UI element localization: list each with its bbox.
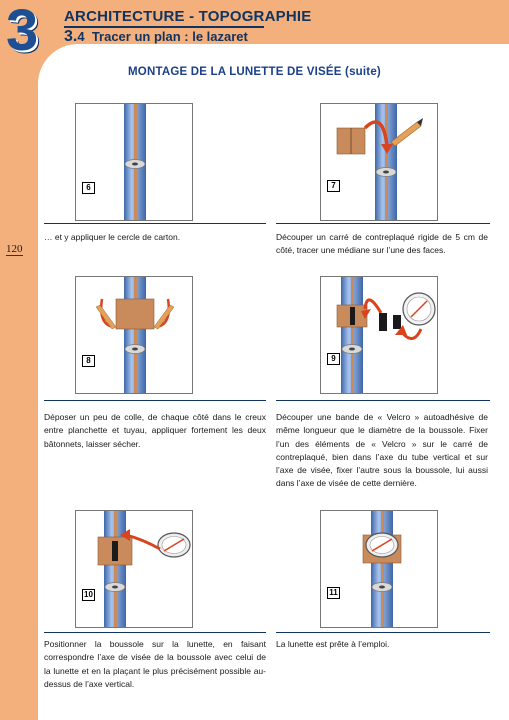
finished-sighting-telescope-illustration: [321, 511, 438, 628]
gluing-sticks-illustration: [76, 277, 193, 394]
figure-10: [75, 510, 193, 628]
caption-rule: [276, 223, 490, 224]
step-number: 8: [82, 355, 95, 367]
figure-8: [75, 276, 193, 394]
caption-rule: [44, 223, 266, 224]
telescope-with-card-circle-illustration: [76, 104, 193, 221]
caption-10: Positionner la boussole sur la lunette, en faisant correspondre l’axe de visée de la boussole avec celui de la lunette et en la plaçant le plus précisément possible au-dessus de l’axe vertical.: [44, 639, 266, 689]
subsection-title: Tracer un plan : le lazaret: [91, 29, 248, 44]
subsection-number: 3.: [64, 28, 78, 45]
caption-7: Découper un carré de contreplaqué rigide de 5 cm de côté, tracer une médiane sur l’une des faces.: [276, 232, 488, 256]
velcro-strip-illustration: [321, 277, 438, 394]
figure-7: [320, 103, 438, 221]
figure-11: [320, 510, 438, 628]
page-number: 120: [6, 243, 23, 255]
caption-8: Déposer un peu de colle, de chaque côté dans le creux entre planchette et tuyau, appliquer fortement les deux bâtonnets, laisser sécher.: [44, 412, 266, 449]
chapter-number: 3: [6, 0, 39, 63]
section-title: MONTAGE DE LA LUNETTE DE VISÉE (suite): [128, 66, 381, 78]
caption-rule: [276, 632, 490, 633]
caption-11: La lunette est prête à l’emploi.: [276, 639, 390, 649]
step-number: 9: [327, 353, 340, 365]
step-number: 6: [82, 182, 95, 194]
caption-rule: [276, 400, 490, 401]
step-number: 10: [82, 589, 95, 601]
chapter-title: ARCHITECTURE - TOPOGRAPHIE: [64, 8, 312, 25]
caption-9: Découper une bande de « Velcro » autoadhésive de même longueur que le diamètre de la boussole. Fixer l’un des éléments de « Velcro » sur le carré de contreplaqué, bien dans l’axe du tube vertical et sur l’axe de visée, fixer l’autre sous la boussole, lui aussi dans l’axe de visée de cette dernière.: [276, 412, 488, 489]
plywood-square-illustration: [321, 104, 438, 221]
figure-6: [75, 103, 193, 221]
caption-rule: [44, 400, 266, 401]
step-number: 11: [327, 587, 340, 599]
subsection-index: 4: [77, 29, 85, 44]
caption-6: … et y appliquer le cercle de carton.: [44, 232, 181, 242]
positioning-compass-illustration: [76, 511, 193, 628]
step-number: 7: [327, 180, 340, 192]
subsection-heading: [64, 28, 248, 46]
figure-9: [320, 276, 438, 394]
caption-rule: [44, 632, 266, 633]
